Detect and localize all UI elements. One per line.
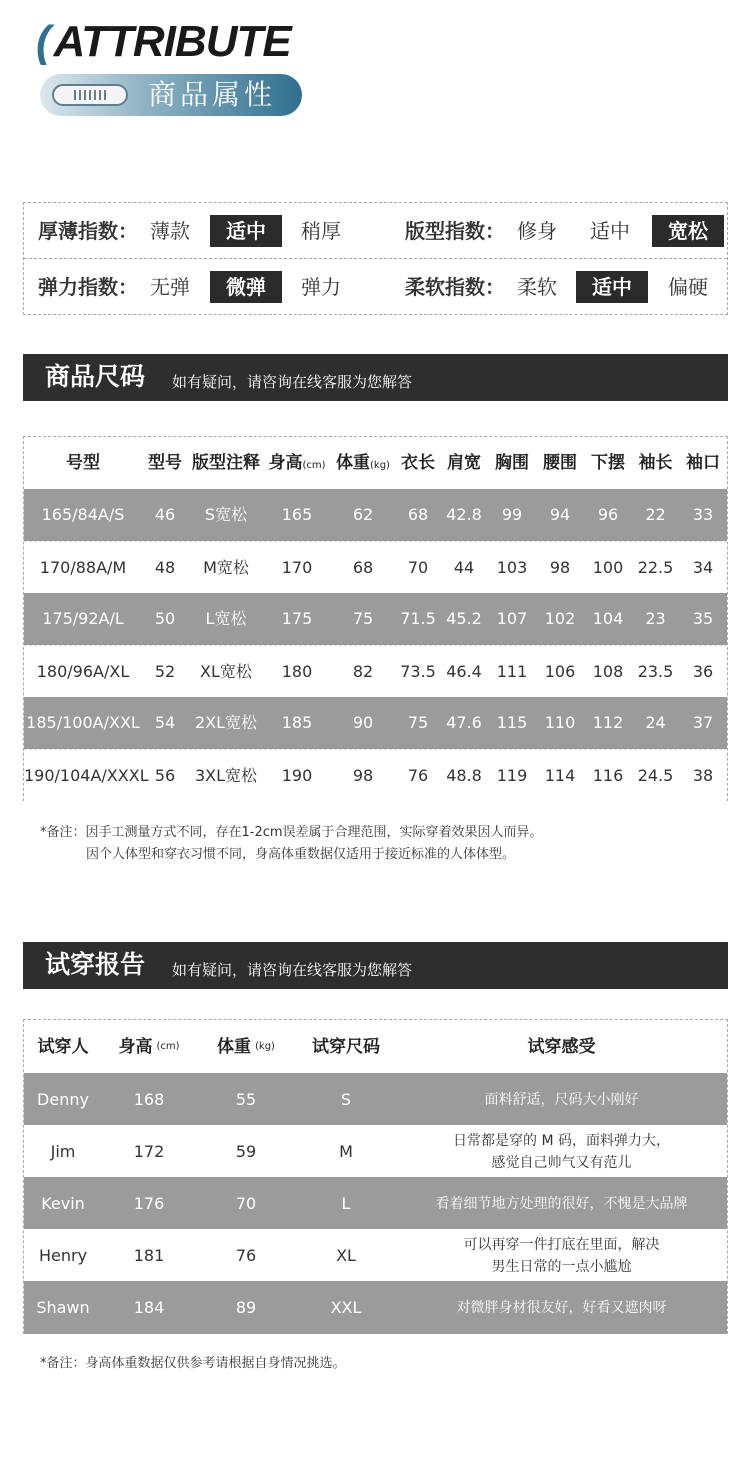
cell-model: 54 bbox=[154, 713, 176, 732]
size-section-subtitle: 如有疑问，请咨询在线客服为您解答 bbox=[172, 373, 413, 391]
cell-cuff: 35 bbox=[692, 609, 714, 628]
trial-section-bar bbox=[23, 942, 728, 989]
cell-length: 75 bbox=[407, 713, 429, 732]
weight-unit: (kg) bbox=[370, 460, 390, 471]
trial-table bbox=[23, 1019, 728, 1334]
cell-weight: 98 bbox=[352, 766, 374, 785]
attribute-title: (ATTRIBUTE bbox=[36, 17, 291, 66]
col-header-hem: 下摆 bbox=[591, 453, 625, 473]
table-row bbox=[24, 593, 727, 645]
cell-chest: 103 bbox=[496, 558, 528, 577]
table-row bbox=[24, 1073, 727, 1126]
cell-weight: 76 bbox=[235, 1245, 257, 1265]
attribute-subtitle: 商品属性 bbox=[148, 78, 277, 111]
cell-length: 71.5 bbox=[400, 609, 436, 628]
cell-height: 165 bbox=[281, 505, 313, 524]
softness-option-selected: 适中 bbox=[576, 271, 648, 303]
thickness-option: 薄款 bbox=[150, 219, 190, 243]
cell-size: 175/92A/L bbox=[42, 609, 124, 628]
table-row bbox=[24, 1281, 727, 1334]
thickness-option-selected: 适中 bbox=[210, 215, 282, 247]
cell-feedback bbox=[396, 1281, 727, 1334]
cell-weight: 90 bbox=[352, 713, 374, 732]
col-header-model: 型号 bbox=[148, 453, 182, 473]
cell-chest: 119 bbox=[496, 766, 528, 785]
col-header-length: 衣长 bbox=[401, 453, 435, 473]
cell-weight: 82 bbox=[352, 662, 374, 681]
paren-decoration: ( bbox=[36, 17, 50, 66]
table-row bbox=[24, 749, 727, 801]
cell-length: 68 bbox=[407, 505, 429, 524]
cell-chest: 111 bbox=[496, 662, 528, 681]
cell-model: 56 bbox=[154, 766, 176, 785]
feedback-line: 感觉自己帅气又有范儿 bbox=[491, 1154, 632, 1171]
thickness-option: 稍厚 bbox=[301, 219, 341, 243]
cell-waist: 106 bbox=[544, 662, 576, 681]
cell-feedback bbox=[396, 1073, 727, 1126]
cell-model: 50 bbox=[154, 609, 176, 628]
attribute-index-table bbox=[23, 202, 728, 315]
table-row bbox=[24, 541, 727, 593]
trial-section-subtitle: 如有疑问，请咨询在线客服为您解答 bbox=[172, 961, 413, 979]
cell-name: Shawn bbox=[36, 1297, 90, 1317]
cell-weight: 70 bbox=[235, 1193, 257, 1213]
cell-shoulder: 45.2 bbox=[446, 609, 482, 628]
height-unit: (cm) bbox=[156, 1040, 180, 1052]
cell-name: Kevin bbox=[41, 1193, 85, 1213]
cell-size: S bbox=[340, 1089, 352, 1109]
cell-chest: 115 bbox=[496, 713, 528, 732]
cell-size: 190/104A/XXXL bbox=[24, 766, 149, 785]
cell-hem: 104 bbox=[592, 609, 624, 628]
cell-shoulder: 46.4 bbox=[446, 662, 482, 681]
size-section-title: 商品尺码 bbox=[45, 362, 146, 391]
cell-waist: 110 bbox=[544, 713, 576, 732]
softness-option: 柔软 bbox=[517, 275, 557, 299]
cell-shoulder: 47.6 bbox=[446, 713, 482, 732]
col-header-height: 身高 (cm) bbox=[118, 1036, 180, 1057]
size-note-line2: 因个人体型和穿衣习惯不同，身高体重数据仅适用于接近标准的人体体型。 bbox=[86, 847, 516, 862]
thickness-label: 厚薄指数： bbox=[38, 219, 138, 243]
cell-fit-note: M宽松 bbox=[203, 558, 249, 577]
cell-feedback bbox=[396, 1125, 727, 1178]
cell-size: 185/100A/XXL bbox=[26, 713, 140, 732]
feedback-line: 日常都是穿的 M 码，面料弹力大， bbox=[453, 1132, 670, 1149]
cell-feedback bbox=[396, 1229, 727, 1282]
cell-size: 180/96A/XL bbox=[36, 662, 130, 681]
cell-height: 181 bbox=[133, 1245, 165, 1265]
col-header-cuff: 袖口 bbox=[686, 453, 720, 473]
feedback-line: 面料舒适，尺码大小刚好 bbox=[484, 1091, 639, 1108]
cell-model: 46 bbox=[154, 505, 176, 524]
cell-weight: 59 bbox=[235, 1141, 257, 1161]
table-row bbox=[24, 1229, 727, 1282]
cell-size: M bbox=[339, 1141, 353, 1161]
feedback-line: 对微胖身材很友好，好看又遮肉呀 bbox=[456, 1299, 667, 1316]
cell-height: 190 bbox=[281, 766, 313, 785]
cell-cuff: 33 bbox=[692, 505, 714, 524]
cell-length: 76 bbox=[407, 766, 429, 785]
cell-waist: 94 bbox=[549, 505, 571, 524]
cell-size: 170/88A/M bbox=[39, 558, 127, 577]
cell-sleeve-length: 23.5 bbox=[637, 662, 674, 681]
col-header-shoulder: 肩宽 bbox=[447, 453, 481, 473]
attribute-header bbox=[36, 17, 436, 120]
fit-option: 修身 bbox=[517, 219, 557, 243]
fit-label: 版型指数： bbox=[405, 219, 505, 243]
cell-cuff: 34 bbox=[692, 558, 714, 577]
cell-hem: 116 bbox=[592, 766, 624, 785]
col-header-sleeve-length: 袖长 bbox=[638, 453, 673, 473]
cell-fit-note: XL宽松 bbox=[200, 662, 252, 681]
cell-fit-note: L宽松 bbox=[205, 609, 247, 628]
cell-height: 168 bbox=[133, 1089, 165, 1109]
cell-shoulder: 42.8 bbox=[446, 505, 482, 524]
table-row bbox=[24, 697, 727, 749]
cell-weight: 55 bbox=[235, 1089, 257, 1109]
cell-weight: 68 bbox=[352, 558, 374, 577]
cell-fit-note: 3XL宽松 bbox=[194, 766, 258, 785]
cell-height: 170 bbox=[281, 558, 313, 577]
index-row bbox=[24, 203, 727, 259]
cell-hem: 100 bbox=[592, 558, 624, 577]
cell-name: Jim bbox=[50, 1141, 76, 1161]
cell-waist: 102 bbox=[544, 609, 576, 628]
cell-name: Henry bbox=[38, 1245, 88, 1265]
cell-waist: 98 bbox=[549, 558, 571, 577]
cell-sleeve-length: 22 bbox=[645, 505, 666, 524]
trial-table-header bbox=[24, 1020, 727, 1073]
elasticity-label: 弹力指数： bbox=[38, 275, 138, 299]
cell-size: XL bbox=[336, 1245, 356, 1265]
col-header-tester: 试穿人 bbox=[37, 1036, 89, 1057]
cell-shoulder: 48.8 bbox=[446, 766, 482, 785]
col-header-fit-note: 版型注释 bbox=[192, 453, 260, 473]
cell-size: 165/84A/S bbox=[41, 505, 125, 524]
size-table-header bbox=[24, 437, 727, 489]
cell-sleeve-length: 24.5 bbox=[637, 766, 674, 785]
fit-option: 适中 bbox=[590, 219, 630, 243]
cell-height: 180 bbox=[281, 662, 313, 681]
trial-note: *备注：身高体重数据仅供参考请根据自身情况挑选。 bbox=[40, 1356, 346, 1371]
cell-name: Denny bbox=[37, 1089, 89, 1109]
cell-weight: 89 bbox=[235, 1297, 257, 1317]
elasticity-option-selected: 微弹 bbox=[210, 271, 282, 303]
softness-option: 偏硬 bbox=[668, 275, 708, 299]
cell-chest: 107 bbox=[496, 609, 528, 628]
cell-chest: 99 bbox=[501, 505, 523, 524]
cell-cuff: 38 bbox=[692, 766, 714, 785]
cell-fit-note: S宽松 bbox=[204, 505, 248, 524]
col-header-weight: 体重(kg) bbox=[336, 453, 390, 473]
col-header-feedback: 试穿感受 bbox=[527, 1036, 596, 1057]
table-row bbox=[24, 489, 727, 541]
cell-weight: 62 bbox=[352, 505, 374, 524]
feedback-line: 可以再穿一件打底在里面，解决 bbox=[463, 1236, 660, 1253]
height-unit: (cm) bbox=[302, 460, 326, 471]
elasticity-option: 弹力 bbox=[301, 275, 341, 299]
cell-fit-note: 2XL宽松 bbox=[194, 713, 258, 732]
softness-label: 柔软指数： bbox=[405, 275, 505, 299]
attribute-pill bbox=[40, 74, 302, 116]
col-header-size: 号型 bbox=[66, 453, 100, 473]
elasticity-option: 无弹 bbox=[150, 275, 190, 299]
cell-sleeve-length: 23 bbox=[645, 609, 666, 628]
cell-hem: 112 bbox=[592, 713, 624, 732]
cell-feedback bbox=[396, 1177, 727, 1230]
size-section-bar bbox=[23, 354, 728, 401]
col-header-waist: 腰围 bbox=[543, 453, 577, 473]
size-table bbox=[23, 436, 728, 801]
cell-cuff: 36 bbox=[692, 662, 714, 681]
cell-size: L bbox=[341, 1193, 351, 1213]
cell-cuff: 37 bbox=[692, 713, 714, 732]
cell-hem: 108 bbox=[592, 662, 624, 681]
size-note-line1: *备注：因手工测量方式不同，存在1-2cm误差属于合理范围，实际穿着效果因人而异。 bbox=[40, 825, 543, 840]
table-row bbox=[24, 1125, 727, 1178]
cell-sleeve-length: 24 bbox=[645, 713, 666, 732]
cell-height: 185 bbox=[281, 713, 313, 732]
cell-shoulder: 44 bbox=[453, 558, 475, 577]
trial-section-title: 试穿报告 bbox=[45, 950, 146, 979]
index-row bbox=[24, 259, 727, 315]
cell-hem: 96 bbox=[597, 505, 619, 524]
table-row bbox=[24, 645, 727, 697]
col-header-trial-size: 试穿尺码 bbox=[312, 1036, 380, 1057]
col-header-weight: 体重 (kg) bbox=[217, 1036, 275, 1057]
col-header-height: 身高(cm) bbox=[268, 453, 326, 473]
cell-sleeve-length: 22.5 bbox=[637, 558, 674, 577]
cell-weight: 75 bbox=[352, 609, 374, 628]
col-header-chest: 胸围 bbox=[495, 453, 529, 473]
cell-height: 172 bbox=[133, 1141, 165, 1161]
cell-height: 176 bbox=[133, 1193, 165, 1213]
feedback-line: 看着细节地方处理的很好，不愧是大品牌 bbox=[435, 1195, 688, 1212]
cell-waist: 114 bbox=[544, 766, 576, 785]
cell-height: 184 bbox=[133, 1297, 165, 1317]
switch-icon bbox=[52, 84, 128, 106]
cell-length: 73.5 bbox=[400, 662, 436, 681]
cell-model: 48 bbox=[154, 558, 176, 577]
cell-height: 175 bbox=[281, 609, 313, 628]
fit-option-selected: 宽松 bbox=[652, 215, 724, 247]
cell-size: XXL bbox=[330, 1297, 362, 1317]
cell-model: 52 bbox=[154, 662, 176, 681]
table-row bbox=[24, 1177, 727, 1230]
feedback-line: 男生日常的一点小尴尬 bbox=[491, 1258, 632, 1275]
weight-unit: (kg) bbox=[255, 1040, 275, 1052]
cell-length: 70 bbox=[407, 558, 429, 577]
